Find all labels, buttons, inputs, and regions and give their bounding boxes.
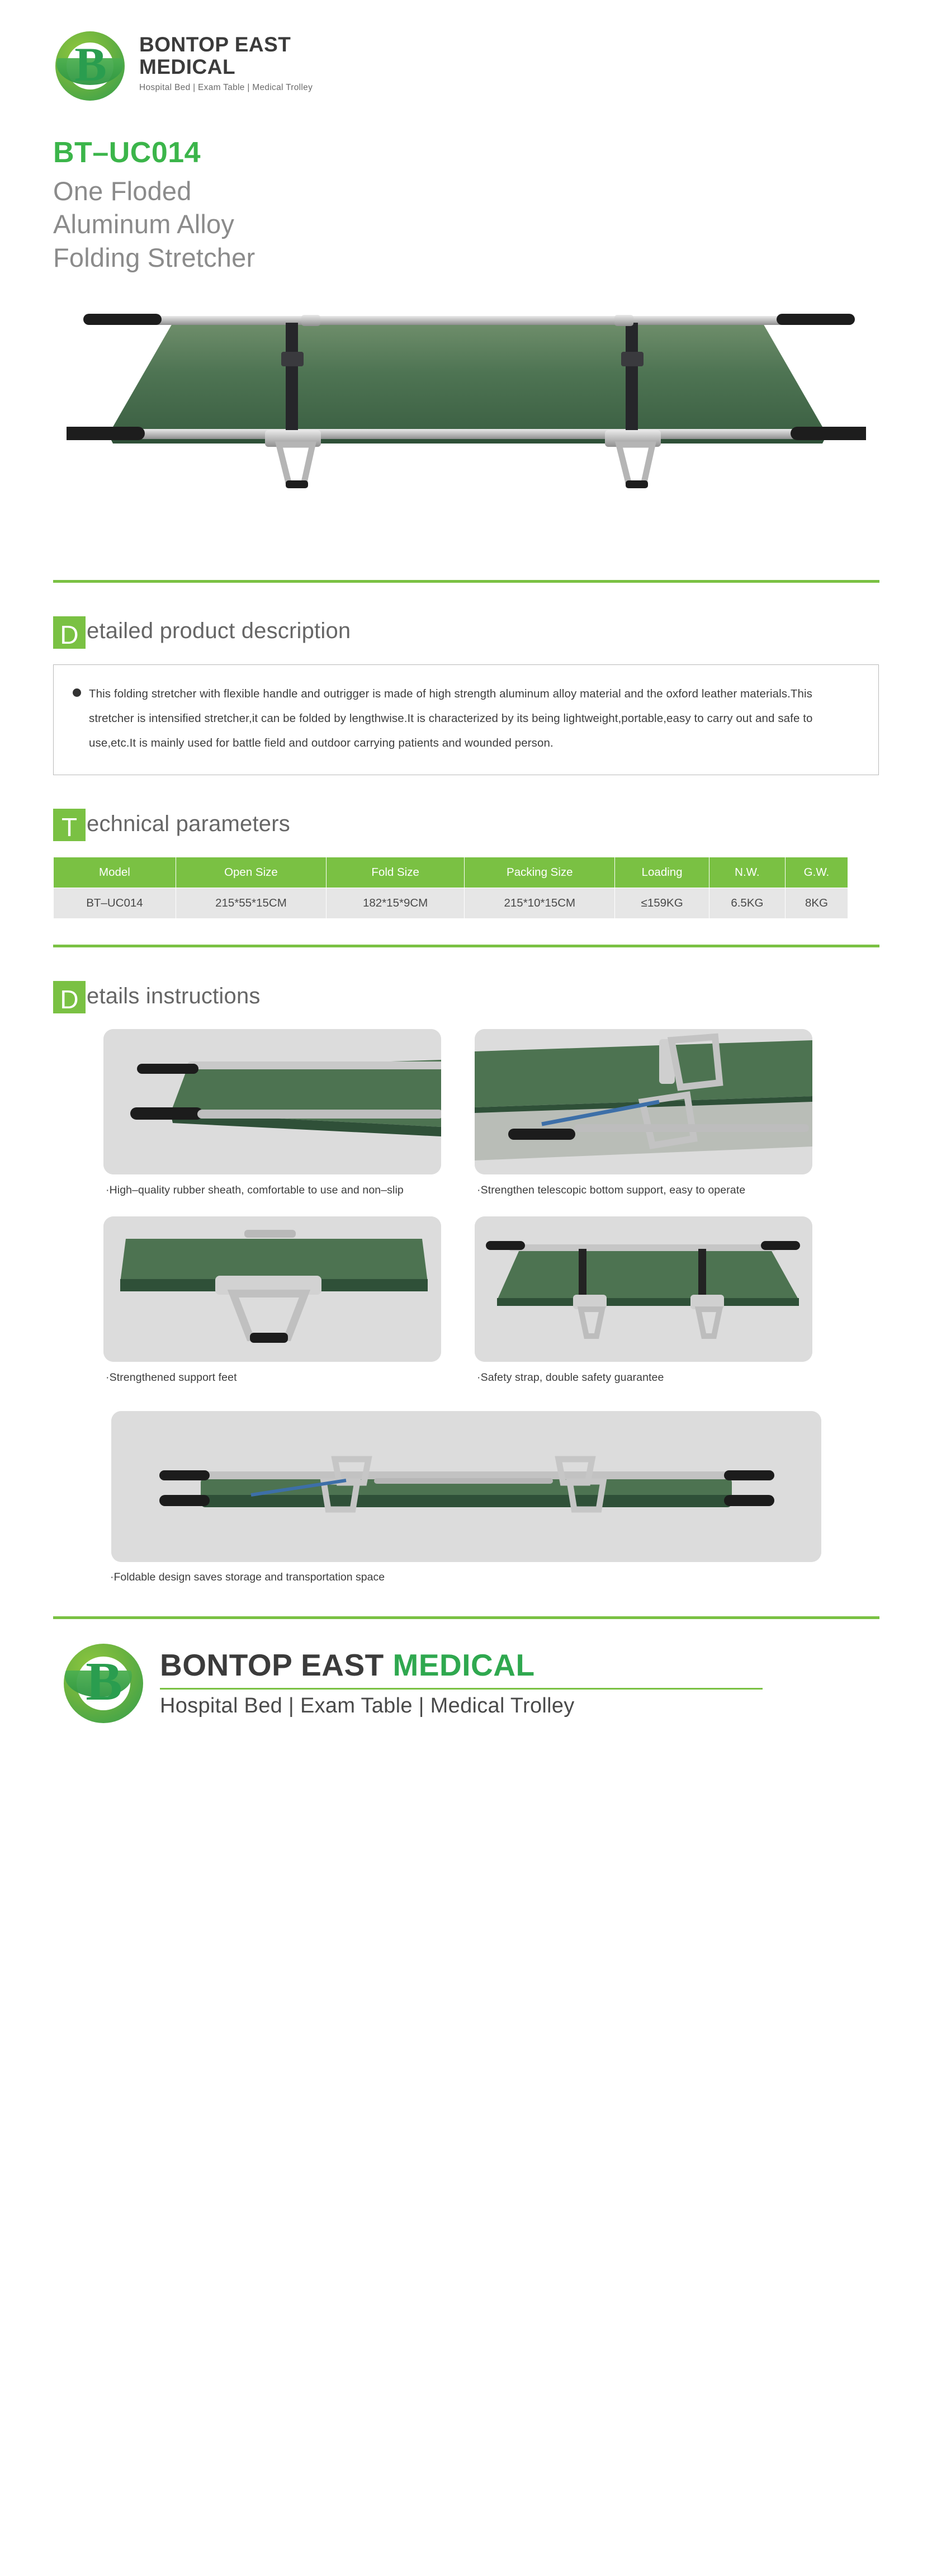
col-packing-size: Packing Size <box>465 857 615 888</box>
footer-name-green: MEDICAL <box>392 1648 535 1683</box>
product-title-block <box>0 103 932 275</box>
product-model-code: BT–UC014 <box>53 136 201 169</box>
details-grid <box>53 1029 879 1401</box>
cell-nw: 6.5KG <box>709 888 785 919</box>
brand-logo-icon <box>53 29 127 103</box>
cell-open-size: 215*55*15CM <box>176 888 326 919</box>
product-name-line1: One Floded <box>53 176 192 206</box>
cell-model: BT–UC014 <box>54 888 176 919</box>
detail-caption: ·Strengthened support feet <box>106 1371 237 1384</box>
description-heading-text: etailed product description <box>87 619 351 644</box>
specs-table <box>53 857 848 919</box>
hero-product-image <box>67 300 866 558</box>
footer-underline <box>160 1688 763 1690</box>
col-open-size: Open Size <box>176 857 326 888</box>
footer-name-dark: BONTOP EAST <box>160 1648 393 1683</box>
col-gw: G.W. <box>785 857 848 888</box>
details-heading-text: etails instructions <box>87 983 261 1008</box>
detail-photo-safety-strap <box>475 1216 812 1362</box>
cell-gw: 8KG <box>785 888 848 919</box>
col-loading: Loading <box>615 857 709 888</box>
cell-fold-size: 182*15*9CM <box>327 888 465 919</box>
divider-green-middle <box>53 945 879 947</box>
technical-heading-cap: T <box>53 809 86 841</box>
detail-photo-telescopic-support <box>475 1029 812 1174</box>
technical-heading-text: echnical parameters <box>87 811 290 836</box>
bullet-icon <box>73 688 81 697</box>
col-nw: N.W. <box>709 857 785 888</box>
page-header <box>0 0 932 103</box>
detail-caption: ·High–quality rubber sheath, comfortable to use and non–slip <box>106 1184 404 1197</box>
detail-photo-support-feet <box>103 1216 441 1362</box>
detail-caption: ·Strengthen telescopic bottom support, easy to operate <box>477 1184 746 1197</box>
description-text: This folding stretcher with flexible handle and outrigger is made of high strength aluminum alloy material and the oxford leather materials.This stretcher is intensified stretcher,it can be folded by lengthwise.It is characterized by its being lightweight,portable,easy to carry out and safe to use,etc.It is mainly used for battle field and outdoor carrying patients and wounded person. <box>89 687 813 749</box>
logo-letter: B <box>74 37 106 91</box>
detail-caption: ·Foldable design saves storage and transportation space <box>110 1570 385 1583</box>
technical-section <box>0 808 932 919</box>
description-heading-cap: D <box>53 616 86 649</box>
detail-caption: ·Safety strap, double safety guarantee <box>477 1371 664 1384</box>
product-name <box>53 174 932 275</box>
detail-item <box>103 1029 441 1213</box>
detail-photo-handle <box>103 1029 441 1174</box>
details-heading <box>53 980 879 1015</box>
footer-logo-letter: B <box>86 1651 121 1712</box>
detail-item <box>475 1216 812 1400</box>
product-name-line3: Folding Stretcher <box>53 243 256 273</box>
description-box <box>53 664 879 775</box>
footer-wordmark <box>160 1648 763 1718</box>
description-section <box>0 615 932 775</box>
divider-green-bottom <box>53 1616 879 1619</box>
brand-wordmark <box>139 29 313 93</box>
divider-green-top <box>53 580 879 583</box>
details-section <box>0 980 932 1584</box>
detail-item <box>103 1216 441 1400</box>
footer-tagline: Hospital Bed | Exam Table | Medical Trolley <box>160 1693 575 1718</box>
table-header-row <box>54 857 848 888</box>
brand-tagline: Hospital Bed | Exam Table | Medical Trolley <box>139 82 313 92</box>
brand-name-line2: MEDICAL <box>139 55 236 78</box>
description-heading <box>53 615 879 648</box>
col-fold-size: Fold Size <box>327 857 465 888</box>
table-row <box>54 888 848 919</box>
page-footer <box>0 1641 932 1759</box>
footer-logo-icon <box>61 1641 145 1725</box>
cell-packing-size: 215*10*15CM <box>465 888 615 919</box>
details-heading-cap: D <box>53 981 86 1013</box>
detail-photo-folded <box>111 1411 821 1562</box>
brand-name-line1: BONTOP EAST <box>139 33 291 56</box>
technical-heading <box>53 808 879 840</box>
product-name-line2: Aluminum Alloy <box>53 209 235 239</box>
col-model: Model <box>54 857 176 888</box>
cell-loading: ≤159KG <box>615 888 709 919</box>
detail-item <box>475 1029 812 1213</box>
